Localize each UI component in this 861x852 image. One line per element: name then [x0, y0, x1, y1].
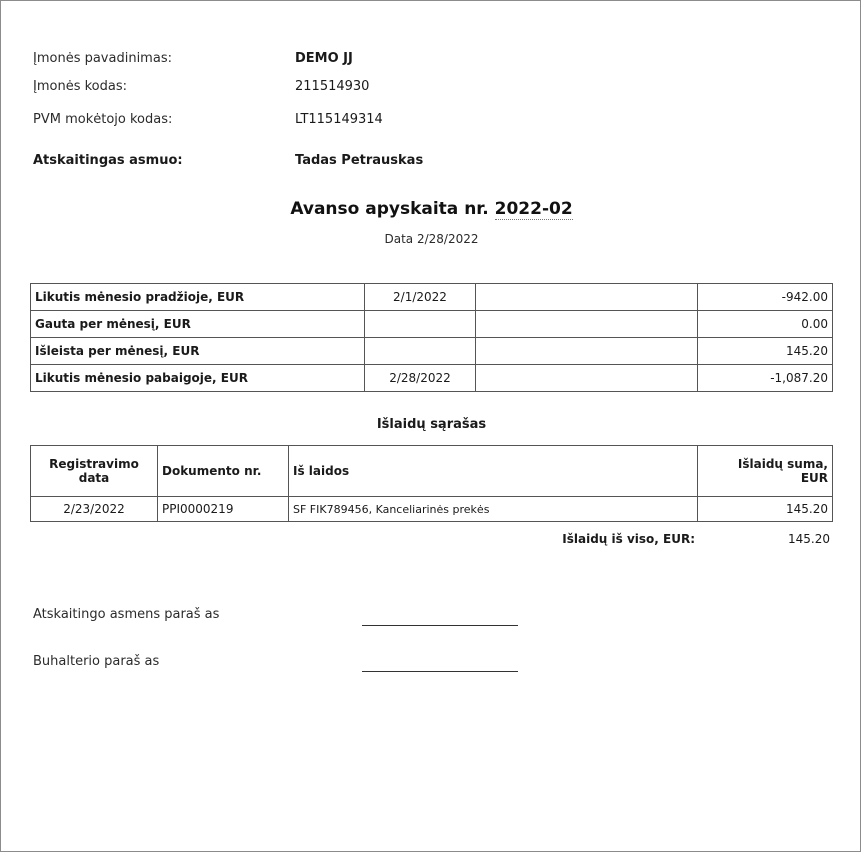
balance-amount: 0.00 [698, 311, 833, 338]
table-header-row [31, 446, 833, 497]
header-amount-line1: Išlaidų suma, [737, 457, 828, 471]
header-expense: Iš laidos [289, 446, 698, 497]
balance-extra [476, 365, 698, 392]
expense-description: SF FIK789456, Kanceliarinės prekės [289, 497, 698, 522]
balance-label: Gauta per mėnesį, EUR [31, 311, 365, 338]
report-number: 2022-02 [494, 199, 573, 219]
balance-amount: 145.20 [698, 338, 833, 365]
accountant-signature-label: Buhalterio paraš as [33, 654, 160, 669]
person-signature-label: Atskaitingo asmens paraš as [33, 607, 220, 622]
header-amount-line2: EUR [800, 471, 828, 485]
table-row [31, 497, 833, 522]
table-row [31, 311, 833, 338]
balance-extra [476, 338, 698, 365]
table-row [31, 338, 833, 365]
balance-label: Likutis mėnesio pabaigoje, EUR [31, 365, 365, 392]
company-name-value: DEMO JJ [295, 51, 353, 66]
expense-document-no: PPI0000219 [158, 497, 289, 522]
balance-date: 2/28/2022 [365, 365, 476, 392]
expense-date: 2/23/2022 [31, 497, 158, 522]
expense-amount: 145.20 [698, 497, 833, 522]
header-document-no: Dokumento nr. [158, 446, 289, 497]
table-row [31, 365, 833, 392]
accountant-signature-line [362, 671, 518, 672]
header-registration-date [31, 446, 158, 497]
company-code-value: 211514930 [295, 79, 370, 94]
header-registration-date-line2: data [78, 471, 110, 485]
balance-date [365, 338, 476, 365]
accountable-person-label: Atskaitingas asmuo: [33, 153, 183, 168]
balance-amount: -1,087.20 [698, 365, 833, 392]
expenses-table [30, 445, 833, 522]
report-title [1, 199, 861, 219]
balance-extra [476, 311, 698, 338]
vat-code-label: PVM mokėtojo kodas: [33, 112, 173, 127]
balance-extra [476, 284, 698, 311]
table-row [31, 284, 833, 311]
balance-label: Likutis mėnesio pradžioje, EUR [31, 284, 365, 311]
accountable-person-value: Tadas Petrauskas [295, 153, 424, 168]
report-date: Data 2/28/2022 [384, 232, 479, 246]
company-name-label: Įmonės pavadinimas: [33, 51, 172, 66]
balance-amount: -942.00 [698, 284, 833, 311]
balance-label: Išleista per mėnesį, EUR [31, 338, 365, 365]
vat-code-value: LT115149314 [295, 112, 383, 127]
person-signature-line [362, 625, 518, 626]
report-title-prefix: Avanso apyskaita nr. [290, 199, 489, 219]
company-code-label: Įmonės kodas: [33, 79, 127, 94]
header-registration-date-line1: Registravimo [49, 457, 139, 471]
balance-date [365, 311, 476, 338]
expenses-section-title: Išlaidų sąrašas [376, 417, 487, 432]
expenses-total-value: 145.20 [788, 532, 830, 546]
expenses-total-label: Išlaidų iš viso, EUR: [562, 532, 695, 546]
balance-table [30, 283, 833, 392]
header-amount [698, 446, 833, 497]
balance-date: 2/1/2022 [365, 284, 476, 311]
